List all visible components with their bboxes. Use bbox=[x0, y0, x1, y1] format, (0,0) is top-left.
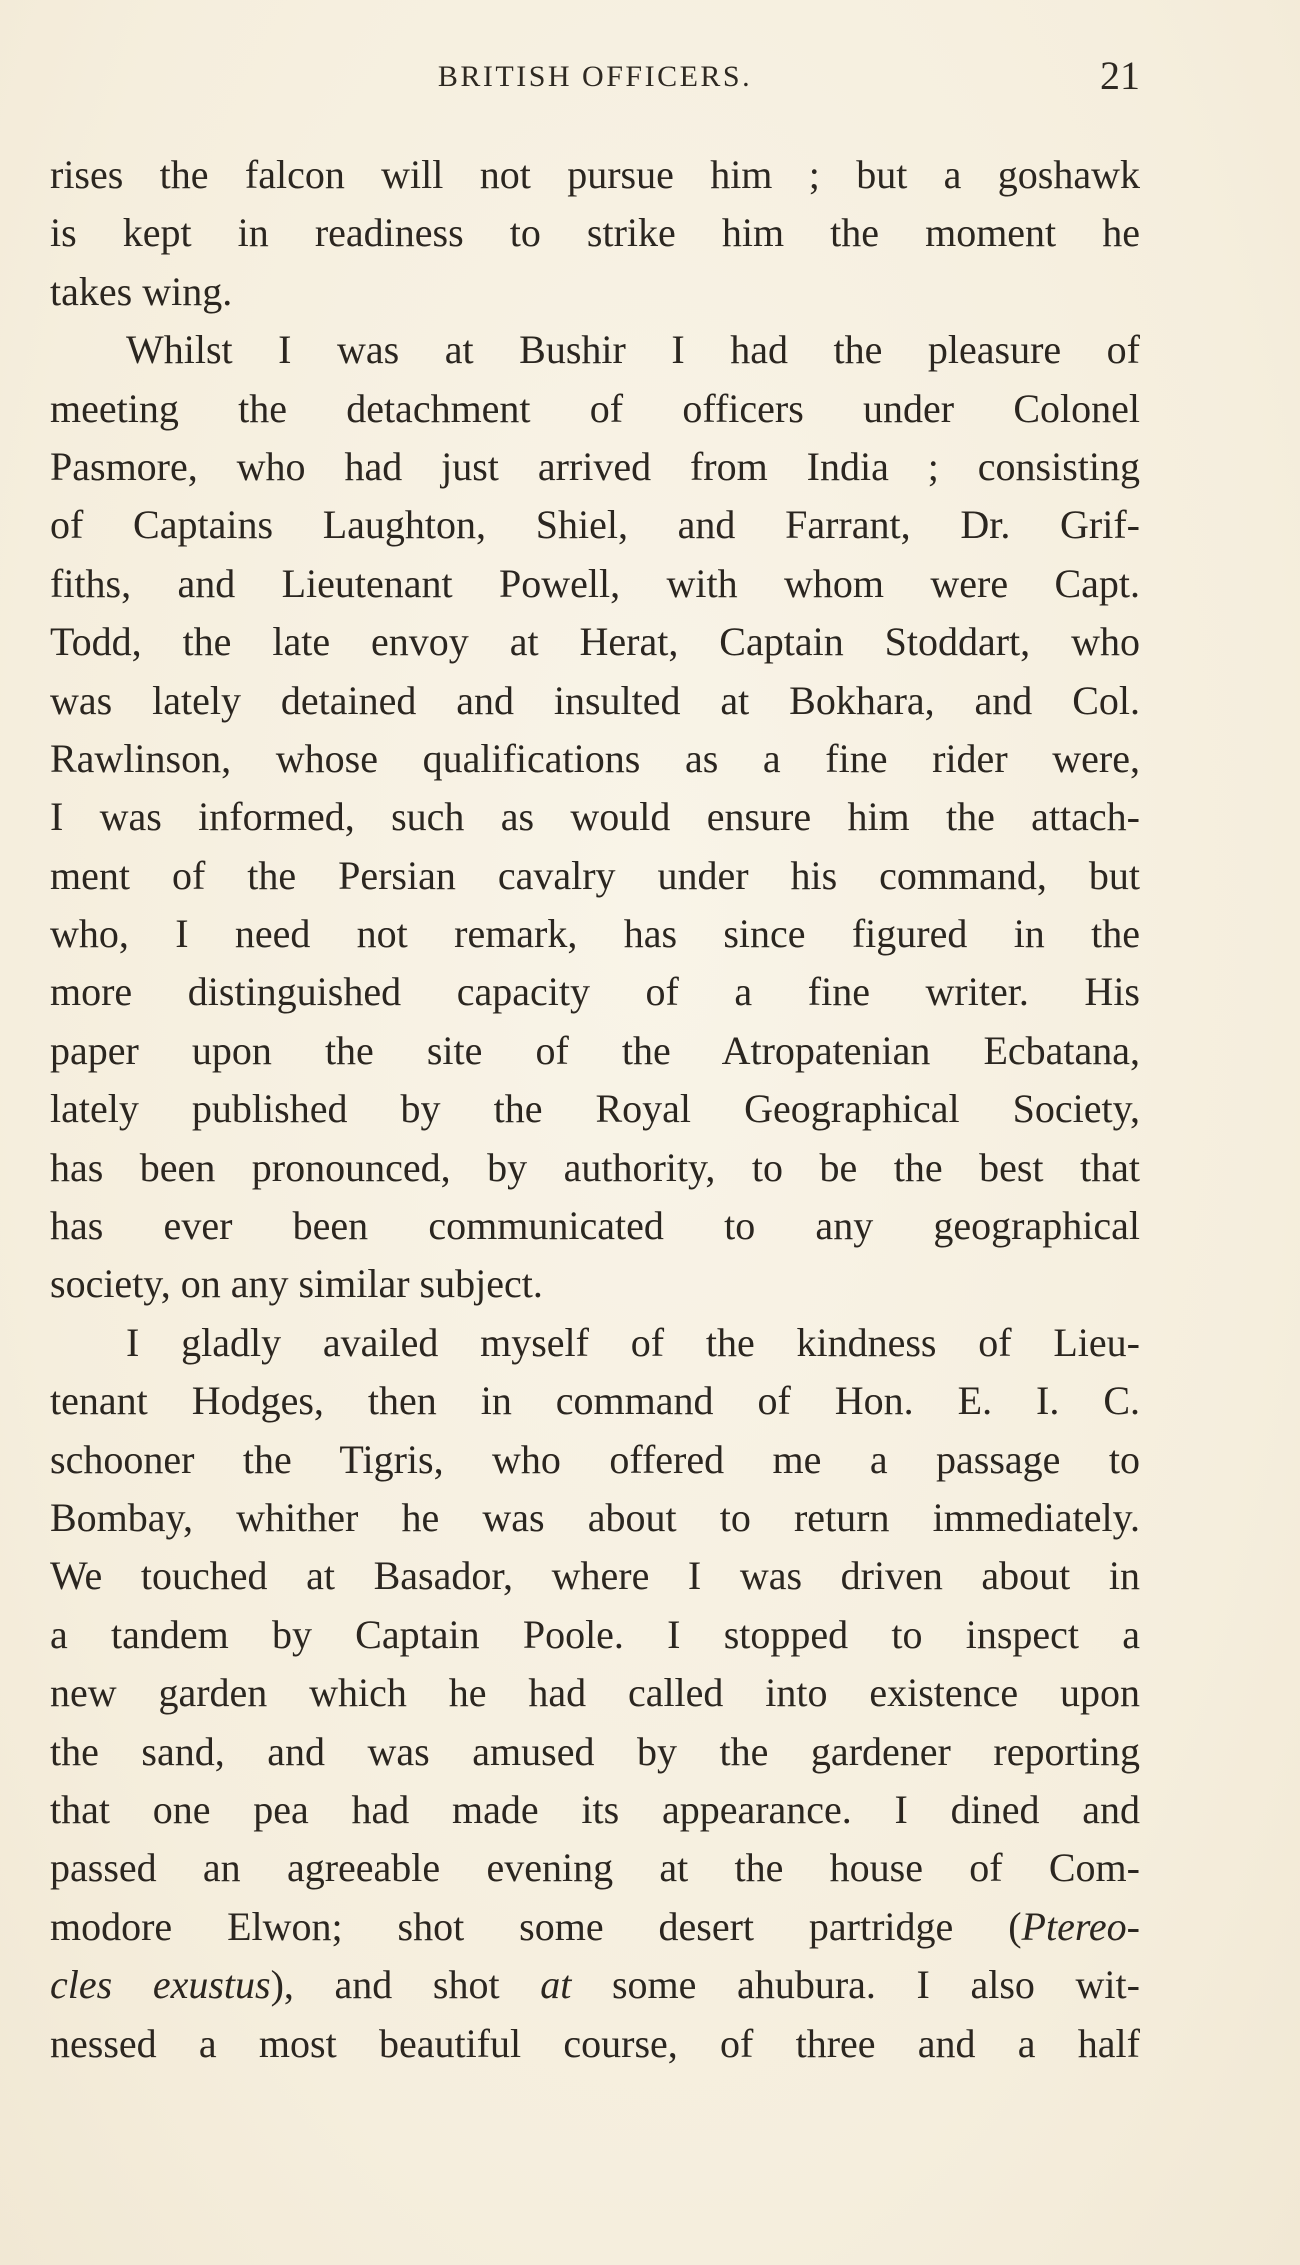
text-segment: Whilst I was at Bushir I had the pleasure of bbox=[126, 327, 1140, 373]
text-line bbox=[50, 146, 1140, 204]
text-segment: schooner the Tigris, who offered me a passage to bbox=[50, 1436, 1140, 1482]
text-line bbox=[50, 438, 1140, 496]
text-segment: Rawlinson, whose qualifications as a fine rider were, bbox=[50, 735, 1140, 781]
text-segment: Bombay, whither he was about to return immediately. bbox=[50, 1494, 1140, 1540]
italic-text: at bbox=[540, 1962, 572, 2008]
body-text bbox=[50, 146, 1140, 2073]
text-segment: fiths, and Lieutenant Powell, with whom were Capt. bbox=[50, 560, 1140, 606]
text-segment: meeting the detachment of officers under Colonel bbox=[50, 385, 1140, 431]
text-line bbox=[50, 1197, 1140, 1255]
text-segment: has ever been communicated to any geographical bbox=[50, 1203, 1140, 1249]
italic-text: cles exustus bbox=[50, 1962, 271, 2008]
text-line bbox=[50, 1664, 1140, 1722]
text-segment: the sand, and was amused by the gardener reporting bbox=[50, 1728, 1140, 1774]
text-segment: more distinguished capacity of a fine writer. His bbox=[50, 969, 1140, 1015]
text-segment: passed an agreeable evening at the house of Com- bbox=[50, 1845, 1140, 1891]
text-segment: modore Elwon; shot some desert partridge ( bbox=[50, 1903, 1022, 1949]
text-segment: paper upon the site of the Atropatenian Ecbatana, bbox=[50, 1027, 1140, 1073]
text-segment: I gladly availed myself of the kindness of Lieu- bbox=[126, 1319, 1140, 1365]
text-line bbox=[50, 263, 1140, 321]
text-line bbox=[50, 1139, 1140, 1197]
text-segment: who, I need not remark, has since figured in the bbox=[50, 911, 1140, 957]
text-line bbox=[50, 1898, 1140, 1956]
text-segment: society, on any similar subject. bbox=[50, 1261, 543, 1307]
text-line bbox=[50, 321, 1140, 379]
text-line bbox=[50, 380, 1140, 438]
text-segment: lately published by the Royal Geographical Society, bbox=[50, 1086, 1140, 1132]
text-segment: Todd, the late envoy at Herat, Captain Stoddart, who bbox=[50, 619, 1140, 665]
text-line bbox=[50, 1372, 1140, 1430]
text-line bbox=[50, 672, 1140, 730]
text-line bbox=[50, 1606, 1140, 1664]
text-line bbox=[50, 730, 1140, 788]
text-line bbox=[50, 555, 1140, 613]
text-segment: some ahubura. I also wit- bbox=[571, 1962, 1140, 2008]
text-line bbox=[50, 788, 1140, 846]
text-segment: new garden which he had called into existence upon bbox=[50, 1670, 1140, 1716]
text-line bbox=[50, 1080, 1140, 1138]
text-line bbox=[50, 847, 1140, 905]
text-line bbox=[50, 613, 1140, 671]
text-line bbox=[50, 2015, 1140, 2073]
text-segment: nessed a most beautiful course, of three and a half bbox=[50, 2020, 1140, 2066]
text-line bbox=[50, 1956, 1140, 2014]
text-segment: of Captains Laughton, Shiel, and Farrant, Dr. Grif- bbox=[50, 502, 1140, 548]
text-segment: Pasmore, who had just arrived from India ; consisting bbox=[50, 443, 1140, 489]
text-line bbox=[50, 1022, 1140, 1080]
text-line bbox=[50, 1839, 1140, 1897]
text-line bbox=[50, 1489, 1140, 1547]
page-number: 21 bbox=[1100, 53, 1140, 98]
text-line bbox=[50, 1781, 1140, 1839]
text-line bbox=[50, 1431, 1140, 1489]
text-segment: is kept in readiness to strike him the moment he bbox=[50, 210, 1140, 256]
text-segment: has been pronounced, by authority, to be the best that bbox=[50, 1144, 1140, 1190]
text-segment: was lately detained and insulted at Bokhara, and Col. bbox=[50, 677, 1140, 723]
italic-text: Ptereo- bbox=[1021, 1903, 1140, 1949]
text-segment: a tandem by Captain Poole. I stopped to inspect a bbox=[50, 1611, 1140, 1657]
running-head bbox=[50, 52, 1140, 102]
text-line bbox=[50, 905, 1140, 963]
text-line bbox=[50, 963, 1140, 1021]
text-segment: rises the falcon will not pursue him ; but a goshawk bbox=[50, 152, 1140, 197]
text-segment: We touched at Basador, where I was driven about in bbox=[50, 1553, 1140, 1599]
text-segment: ment of the Persian cavalry under his command, but bbox=[50, 852, 1140, 898]
text-segment: I was informed, such as would ensure him the attach- bbox=[50, 794, 1140, 840]
text-segment: takes wing. bbox=[50, 268, 233, 314]
text-segment: that one pea had made its appearance. I dined and bbox=[50, 1786, 1140, 1832]
text-line bbox=[50, 1314, 1140, 1372]
text-segment: ), and shot bbox=[270, 1962, 541, 2008]
text-line bbox=[50, 1723, 1140, 1781]
text-line bbox=[50, 204, 1140, 262]
text-line bbox=[50, 1547, 1140, 1605]
text-segment: tenant Hodges, then in command of Hon. E. I. C. bbox=[50, 1378, 1140, 1424]
text-line bbox=[50, 1255, 1140, 1313]
text-line bbox=[50, 496, 1140, 554]
running-title: BRITISH OFFICERS. bbox=[437, 60, 753, 93]
